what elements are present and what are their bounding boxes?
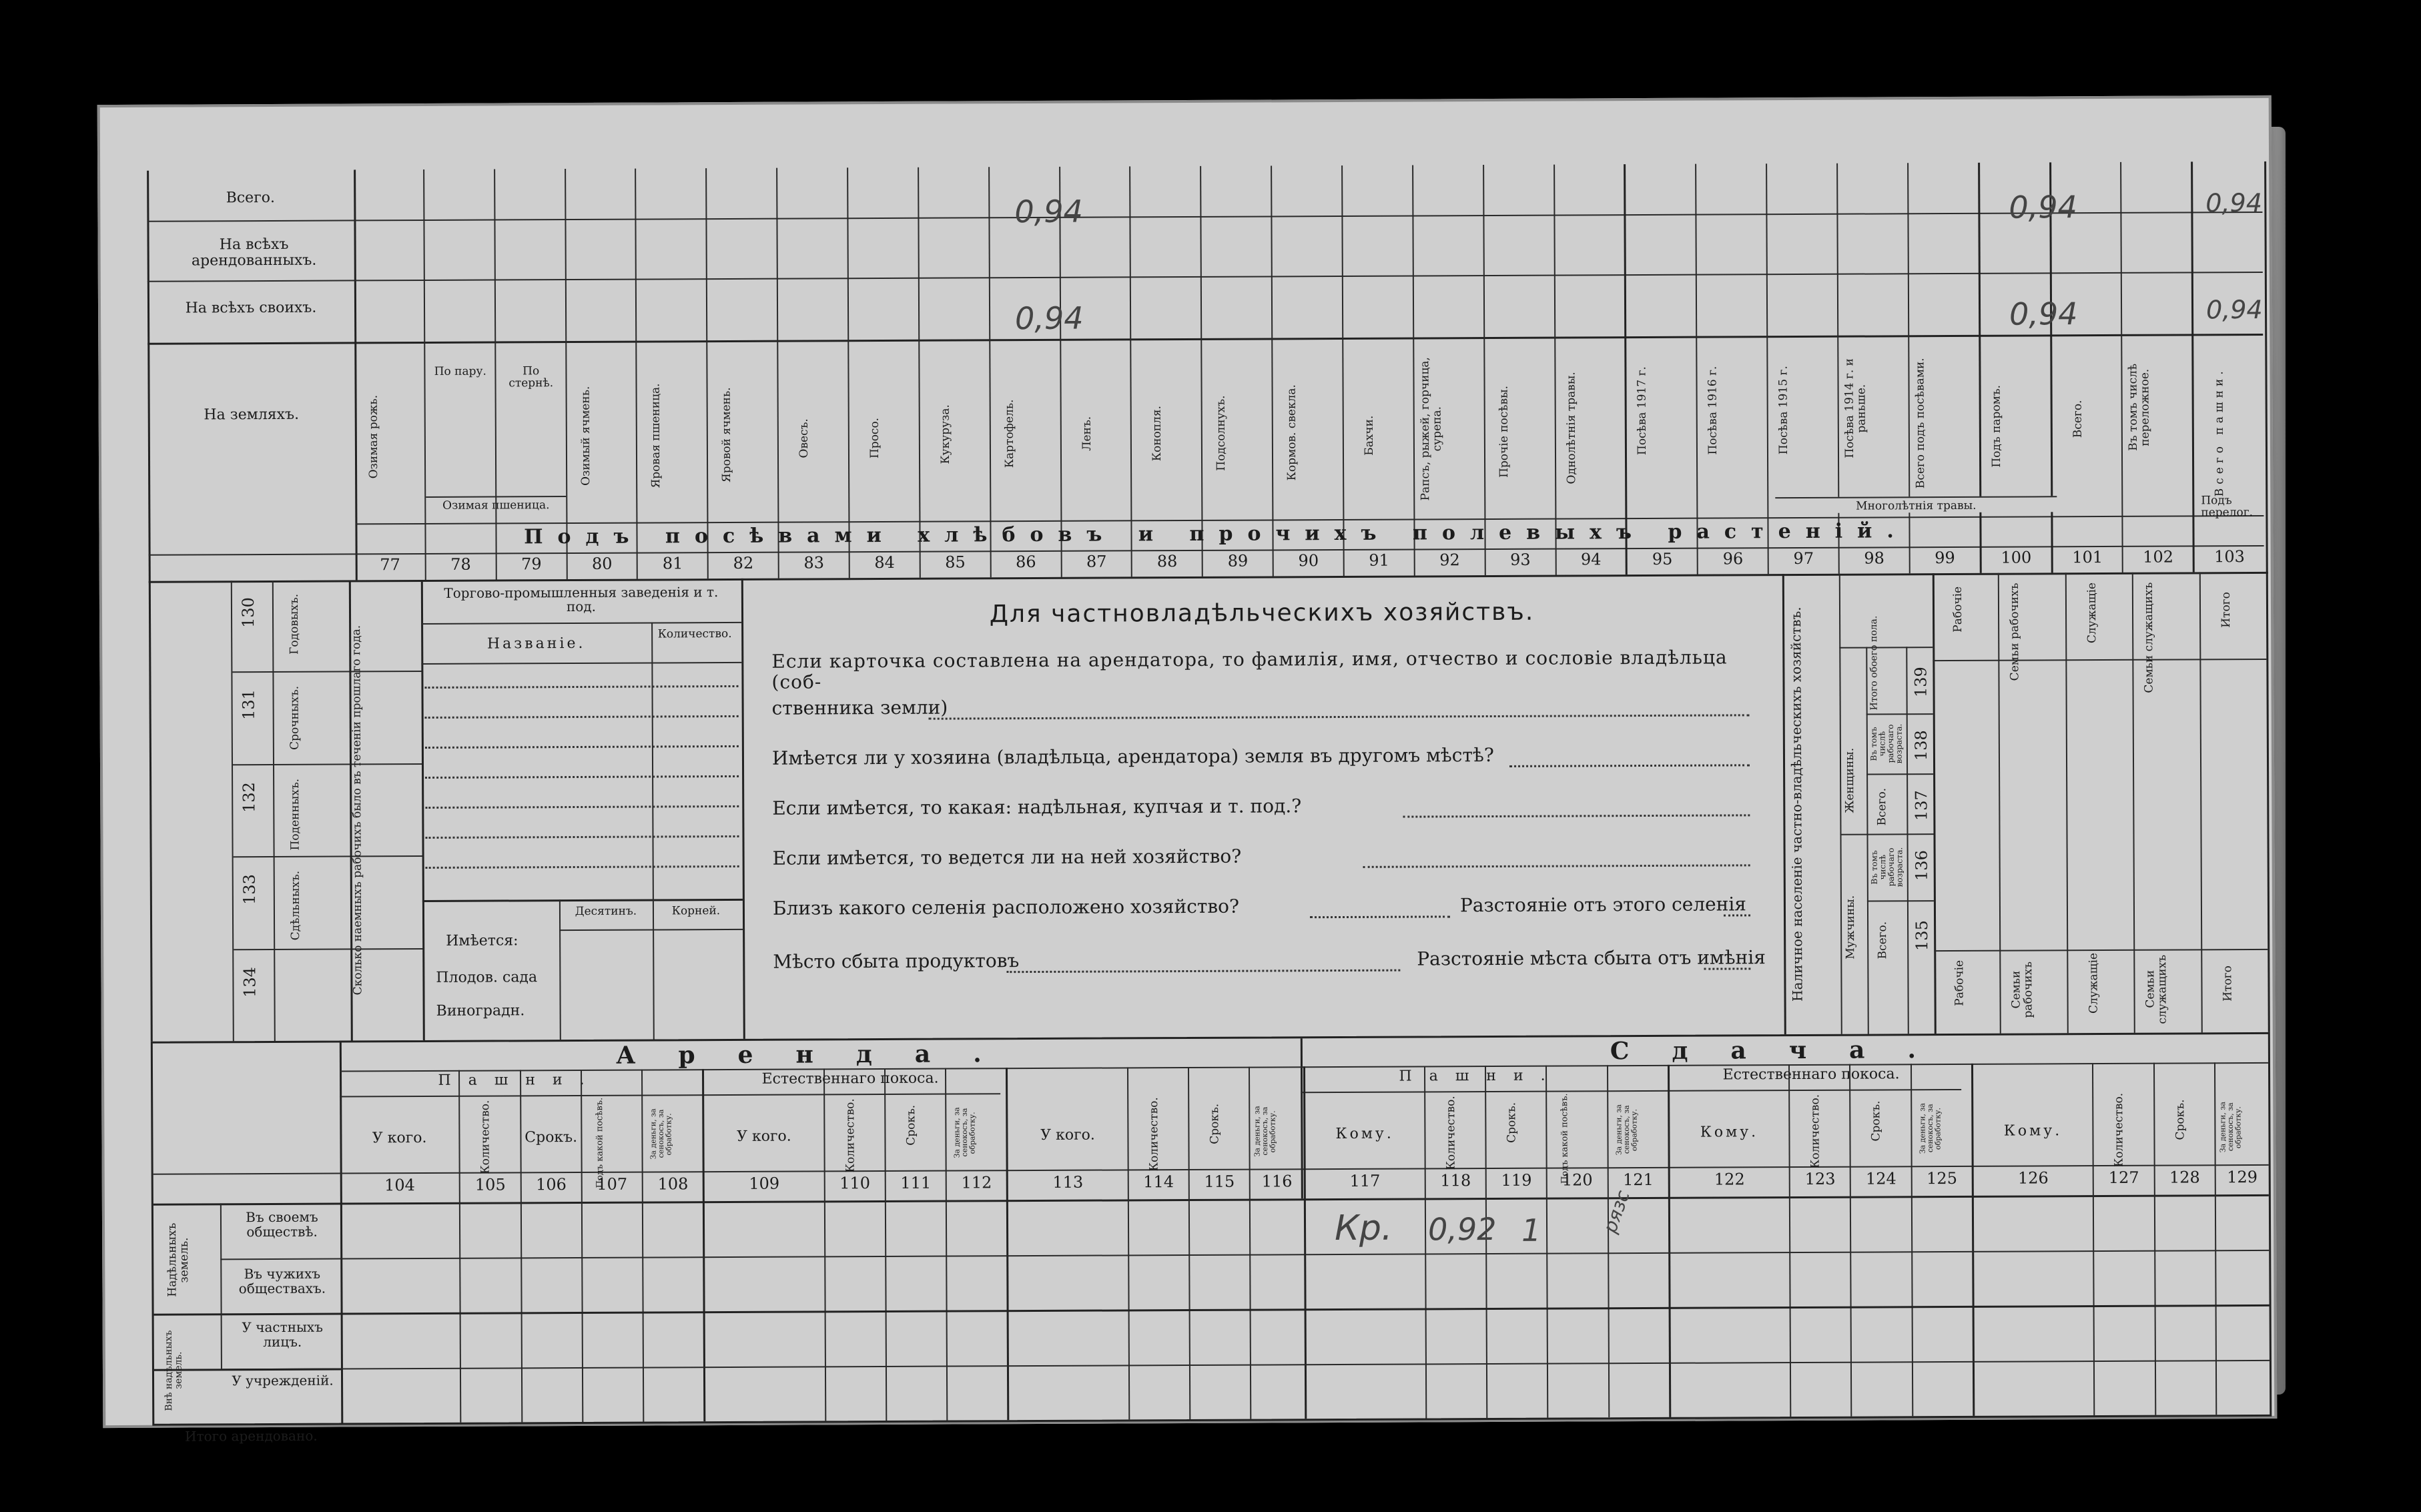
q3: Если имѣется, то какая: надѣльная, купчая и т. под.?	[772, 795, 1302, 819]
ozim-pshenitsa-span: Озимая пшеница.	[426, 496, 566, 512]
hand-094-a: 0,94	[1014, 193, 1083, 230]
row-label-svoem: Въ своемъ обществѣ.	[246, 1208, 318, 1240]
hand-kr: Кр.	[1334, 1208, 1393, 1249]
hand-092: 0,92	[1427, 1210, 1497, 1248]
row-label-chastnyh: У частныхъ лицъ.	[242, 1318, 323, 1351]
col-91: Бахчи. 91	[1343, 165, 1415, 576]
col-82: Яровой ячмень. 82	[707, 168, 779, 579]
row-label-uchrezhd: У учрежденiй.	[232, 1372, 334, 1389]
col-96: Посѣва 1916 г. 96	[1696, 163, 1769, 574]
col-79: По стернѣ. 79	[495, 169, 568, 579]
middle-section	[149, 572, 2270, 1042]
col-97: Посѣва 1915 г. 97	[1767, 163, 1840, 574]
q4: Если имѣется, то ведется ли на ней хозяйство?	[772, 845, 1242, 869]
mnogolet-span: Многолѣтнiя травы.	[1775, 496, 2057, 513]
col-87: Ленъ. 87	[1060, 166, 1133, 577]
col-99: Всего подъ посѣвами. 99	[1909, 163, 1982, 573]
col-98: Посѣва 1914 г. и раньше. 98	[1838, 163, 1911, 573]
q6: Мѣсто сбыта продуктовъ	[773, 950, 1020, 973]
col-itogo: Итого Итого	[2219, 592, 2235, 1002]
hand-094-e: 0,94	[2205, 187, 2263, 218]
hand-one: 1	[1521, 1212, 1541, 1248]
col-101: Всего. 101	[2051, 162, 2124, 573]
q1a: Если карточка составлена на арендатора, то фамилiя, имя, отчество и сословiе владѣльца (соб-	[771, 646, 1728, 693]
row-label-svoih: На всѣхъ своихъ.	[185, 299, 317, 317]
row-label-vsego: Всего.	[226, 189, 275, 207]
col-92: Рапсъ, рыжей, горчица, сурепа. 92	[1413, 165, 1486, 575]
lease-section: Аренда. Сдача. Пашни. Естественнаго покоса. Пашни. Естественнаго покоса. У кого. 104 Количество. 105 Срокъ. 106 Подъ какой посѣвъ. 107 За деньги, за сенокосъ, за обработку. 108 У кого. 109 Количество. 110 Срокъ. 111 За деньги, за сенокосъ, за обработку. 112 У кого. 113 Количество. 114 Срокъ. 115 За деньги, за сенокосъ, за обработку. 116 Кому. 117 Количество. 118 Срокъ. 119 Подъ какой посѣвъ. 120 За деньги, за сенокосъ, за обработку. 121 Кому. 122 Количество. 123 Срокъ. 124 За деньги, за сенокосъ, за обработку. 125 Кому. 126 Количество. 127 Срокъ. 128 За деньги, за сенокосъ, за обработку. 129 Надѣльныхъ земель. Внѣ надѣльныхъ земель. Въ своемъ обществѣ. Въ чужихъ обществахъ. У частныхъ лицъ. У учрежденiй. Итого арендовано. Кр. 0,92 1 рязс	[151, 1032, 2272, 1426]
col-81: Яровая пшеница. 81	[637, 168, 709, 579]
hand-094-c: 0,94	[2009, 189, 2077, 226]
q2: Имѣется ли у хозяина (владѣльца, арендатора) земля въ другомъ мѣстѣ?	[771, 743, 1494, 769]
hand-094-f: 0,94	[2205, 294, 2263, 325]
private-estates-block	[741, 574, 1786, 1039]
col-83: Овесъ. 83	[777, 167, 850, 578]
row-130: 130 Годовыхъ.	[232, 580, 423, 673]
row-132: 132 Поденныхъ.	[233, 765, 424, 858]
col-rabochie: Рабочiе Рабочiе	[1933, 573, 2001, 1034]
vne-nadel-label: Внѣ надѣльныхъ земель.	[163, 1330, 184, 1411]
col-95: Посѣва 1917 г. 95	[1626, 164, 1699, 575]
col-semi-sluzh: Семьи служащихъ Семьи служащихъ	[2133, 572, 2202, 1032]
hand-094-d: 0,94	[2009, 296, 2078, 332]
col-93: Прочiе посѣвы. 93	[1484, 165, 1557, 575]
sdacha-title: Сдача.	[1610, 1035, 1959, 1066]
col-77: Озимая рожь. 77	[354, 169, 426, 580]
arenda-title: Аренда.	[616, 1040, 1024, 1070]
population-block: Наличное населенiе частно-владѣльческихъ хозяйствъ. Мужчины. Женщины. Итого обоего пола. Въ томъ числѣ рабочаго возраста. Всего. Въ томъ числѣ рабочаго возраста. Всего. 139 138 137 136 135 Рабочiе Рабочiе Семьи рабочихъ Семьи рабочихъ Служащiе Служащiе Семьи служащихъ Семьи служащихъ Итого Итого	[1782, 572, 2268, 1034]
col-102: Въ томъ числѣ переложное. 102	[2122, 161, 2195, 572]
census-card	[97, 95, 2278, 1445]
row-133: 133 Сдѣльныхъ.	[234, 857, 424, 950]
crop-columns	[354, 161, 2264, 580]
col-103: Всего пашни. 103	[2212, 367, 2245, 566]
row-label-arend: На всѣхъ арендованныхъ.	[191, 236, 317, 270]
private-title: Для частновладѣльческихъ хозяйствъ.	[989, 598, 1535, 629]
col-86: Картофель. 86	[990, 167, 1062, 577]
col-94: Однолѣтнiя травы. 94	[1555, 164, 1628, 575]
row-label-zemlyah: На земляхъ.	[204, 406, 300, 424]
trade-block: Торгово-промышленныя заведенiя и т. под. Названiе. Количество. Десятинъ. Корней. Имѣется: Плодов. сада Виноградн.	[421, 579, 745, 1040]
row-134: 134	[240, 966, 260, 998]
lease-columns: У кого. 104 Количество. 105 Срокъ. 106 Подъ какой посѣвъ. 107 За деньги, за сенокосъ, за обработку. 108 У кого. 109 Количество. 110 Срокъ. 111 За деньги, за сенокосъ, за обработку. 112 У кого. 113 Количество. 114 Срокъ. 115 За деньги, за сенокосъ, за обработку. 116 Кому. 117 Количество. 118 Срокъ. 119 Подъ какой посѣвъ. 120 За деньги, за сенокосъ, за обработку. 121 Кому. 122 Количество. 123 Срокъ. 124 За деньги, за сенокосъ, за обработку. 125 Кому. 126 Количество. 127 Срокъ. 128 За деньги, за сенокосъ, за обработку. 129	[340, 1062, 2270, 1423]
hand-ryazs: рязс	[1598, 1187, 1634, 1236]
col-85: Кукуруза. 85	[919, 167, 992, 577]
col-sluzhashchie: Служащiе Служащiе	[2067, 573, 2135, 1033]
workers-question: Сколько наемныхъ рабочихъ было въ теченiи прошлаго года.	[350, 625, 365, 996]
hand-094-b: 0,94	[1014, 300, 1084, 337]
col-88: Конопля. 88	[1131, 166, 1204, 577]
row-label-itogo: Итого арендовано.	[185, 1427, 318, 1445]
q5: Близъ какого селенiя расположено хозяйство?	[772, 895, 1240, 919]
col-100: Подъ паромъ. 100	[1980, 162, 2053, 573]
q5b: Разстоянiе отъ этого селенiя	[1459, 893, 1747, 917]
col-89: Подсолнухъ. 89	[1201, 165, 1274, 576]
q6b: Разстоянiе мѣста сбыта отъ имѣнiя	[1417, 946, 1766, 970]
banner-pod-posevami: Подъ посѣвами хлѣбовъ и прочихъ полевыхъ растенiй.	[524, 519, 1909, 549]
col-84: Просо. 84	[848, 167, 921, 578]
row-131: 131 Срочныхъ.	[232, 672, 423, 765]
top-section	[147, 161, 2271, 581]
row-label-chuzhih: Въ чужихъ обществахъ.	[238, 1265, 326, 1297]
col-80: Озимый ячмень. 80	[566, 169, 639, 579]
q1b: ственника земли)	[771, 696, 948, 719]
col-78: По пару. 78	[424, 169, 497, 580]
col-semi-rabochih: Семьи рабочихъ Семьи рабочихъ	[1999, 573, 2068, 1033]
nadel-label: Надѣльныхъ земель.	[165, 1223, 192, 1298]
col-90: Кормов. свекла. 90	[1272, 165, 1345, 576]
